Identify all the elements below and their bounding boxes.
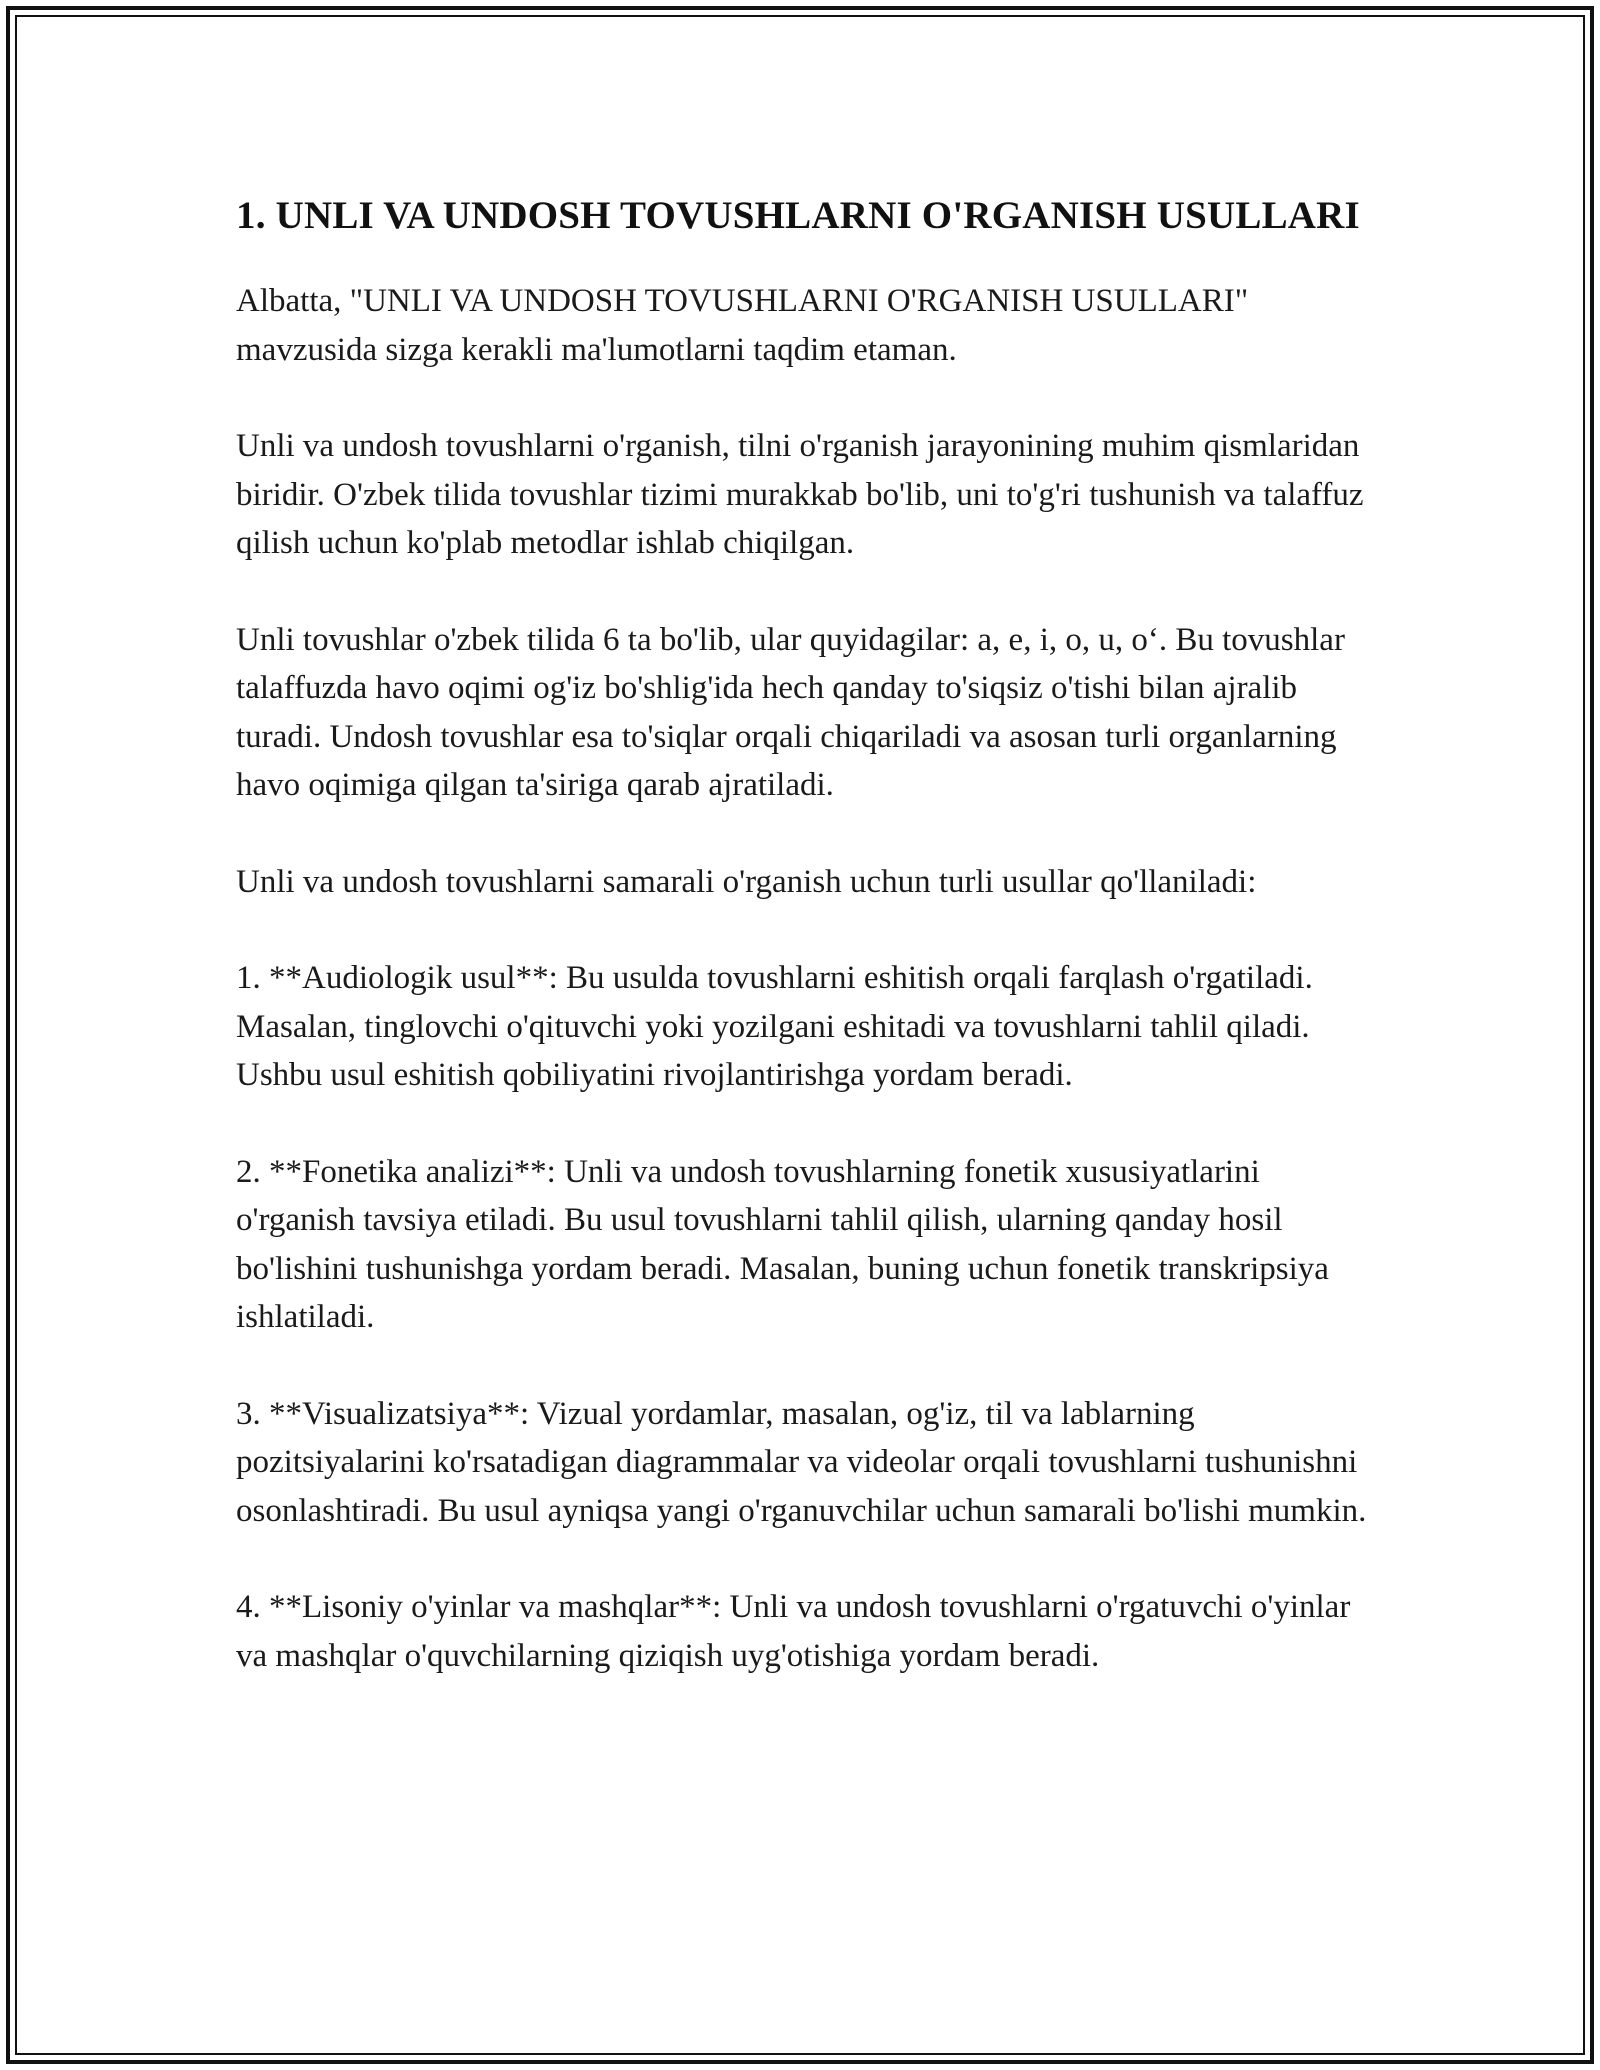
paragraph-overview: Unli va undosh tovushlarni o'rganish, tilni o'rganish jarayonining muhim qismlaridan biridir. O'zbek tilida tovushlar tizimi murakkab bo'lib, uni to'g'ri tushunish va talaffuz qilish uchun ko'plab metodlar ishlab chiqilgan. xyxy=(236,428,1364,561)
document-page xyxy=(236,188,1376,1728)
paragraph-methods-intro: Unli va undosh tovushlarni samarali o'rganish uchun turli usullar qo'llaniladi: xyxy=(236,863,1257,900)
document-title: 1. UNLI VA UNDOSH TOVUSHLARNI O'RGANISH USULLARI xyxy=(236,194,1360,237)
paragraph-intro: Albatta, "UNLI VA UNDOSH TOVUSHLARNI O'RGANISH USULLARI" mavzusida sizga kerakli ma'lumotlarni taqdim etaman. xyxy=(236,283,1249,368)
paragraph-method-2: 2. **Fonetika analizi**: Unli va undosh tovushlarning fonetik xususiyatlarini o'rganish tavsiya etiladi. Bu usul tovushlarni tahlil qilish, ularning qanday hosil bo'lishini tushunishga yordam beradi. Masalan, buning uchun fonetik transkripsiya ishlatiladi. xyxy=(236,1153,1329,1335)
paragraph-method-3: 3. **Visualizatsiya**: Vizual yordamlar, masalan, og'iz, til va lablarning pozitsiyalarini ko'rsatadigan diagrammalar va videolar orqali tovushlarni tushunishni osonlashtiradi. Bu usul ayniqsa yangi o'rganuvchilar uchun samarali bo'lishi mumkin. xyxy=(236,1395,1367,1529)
paragraph-vowels: Unli tovushlar o'zbek tilida 6 ta bo'lib, ular quyidagilar: a, e, i, o, u, o‘. Bu tovushlar talaffuzda havo oqimi og'iz bo'shlig'ida hech qanday to'siqsiz o'tishi bilan ajralib turadi. Undosh tovushlar esa to'siqlar orqali chiqariladi va asosan turli organlarning havo oqimiga qilgan ta'siriga qarab ajratiladi. xyxy=(236,621,1345,803)
paragraph-method-4: 4. **Lisoniy o'yinlar va mashqlar**: Unli va undosh tovushlarni o'rgatuvchi o'yinlar va mashqlar o'quvchilarning qiziqish uyg'otishiga yordam beradi. xyxy=(236,1589,1351,1674)
paragraph-method-1: 1. **Audiologik usul**: Bu usulda tovushlarni eshitish orqali farqlash o'rgatiladi. Masalan, tinglovchi o'qituvchi yoki yozilgani eshitadi va tovushlarni tahlil qiladi. Ushbu usul eshitish qobiliyatini rivojlantirishga yordam beradi. xyxy=(236,960,1313,1093)
